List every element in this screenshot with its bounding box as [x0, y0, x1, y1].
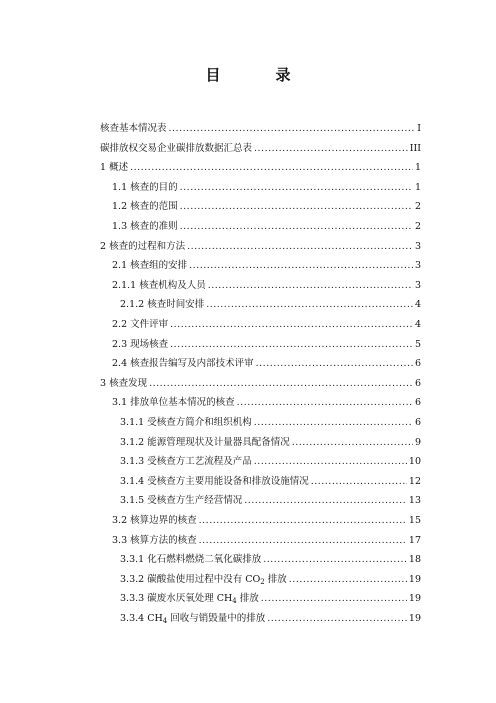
toc-entry-label: 3.1 排放单位基本情况的核查 — [112, 397, 235, 409]
toc-dot-leader — [261, 592, 407, 606]
toc-entry-page: 15 — [408, 515, 421, 526]
toc-dot-leader — [149, 377, 413, 391]
toc-dot-leader — [267, 612, 407, 626]
toc-entry-page: 12 — [408, 475, 421, 487]
toc-entry-label: 3.3.3 碳废水厌氧处理 $CH_4$ 排放 — [120, 593, 259, 606]
toc-entry-label: 2.2 文件评审 — [112, 319, 169, 330]
toc-entry-label: 3.3 核算方法的核查 — [112, 534, 197, 546]
toc-entry-label: 3.1.3 受核查方工艺流程及产品 — [120, 456, 252, 468]
toc-entry[interactable] — [112, 220, 421, 234]
toc-entry[interactable] — [120, 298, 421, 312]
toc-dot-leader — [206, 298, 413, 312]
toc-entry[interactable] — [100, 240, 421, 254]
toc-entry-label: 1 概述 — [100, 162, 129, 174]
toc-dot-leader — [244, 494, 407, 508]
toc-entry-label: 2.4 核查报告编写及内部技术评审 — [112, 358, 254, 370]
toc-entry-label: 3.2 核算边界的核查 — [112, 515, 197, 526]
toc-entry[interactable] — [112, 181, 421, 195]
toc-dot-leader — [254, 142, 408, 156]
toc-entry-page: 4 — [414, 299, 421, 311]
toc-entry-page: 19 — [408, 613, 421, 624]
toc-entry-label: 核查基本情况表 — [100, 123, 167, 134]
toc-entry-label: 3.1.2 能源管理现状及计量器具配备情况 — [120, 436, 290, 448]
page-title: 目 录 — [205, 66, 311, 84]
toc-dot-leader — [208, 279, 413, 293]
toc-entry[interactable] — [120, 436, 421, 450]
toc-entry-page: 6 — [414, 417, 421, 428]
toc-dot-leader — [256, 357, 413, 371]
toc-entry[interactable] — [112, 279, 421, 293]
toc-entry[interactable] — [100, 142, 421, 156]
toc-entry-label: 2 核查的过程和方法 — [100, 240, 186, 252]
toc-entry[interactable] — [120, 475, 421, 489]
toc-dot-leader — [169, 122, 416, 136]
toc-entry-page: 4 — [414, 319, 421, 330]
toc-dot-leader — [170, 338, 413, 352]
toc-dot-leader — [170, 318, 413, 332]
toc-entry[interactable] — [112, 338, 421, 352]
toc-dot-leader — [237, 396, 413, 410]
toc-dot-leader — [130, 161, 413, 175]
toc-entry[interactable] — [100, 122, 421, 136]
toc-entry-page: 5 — [414, 338, 421, 350]
toc-entry[interactable] — [120, 573, 421, 587]
toc-entry-page: 2 — [414, 221, 421, 232]
toc-entry-page: 2 — [414, 201, 421, 213]
toc-entry[interactable] — [100, 377, 421, 391]
toc-dot-leader — [187, 240, 413, 254]
toc-entry[interactable] — [112, 514, 421, 528]
toc-dot-leader — [254, 455, 407, 469]
toc-entry[interactable] — [120, 416, 421, 430]
toc-entry-page: 3 — [414, 240, 421, 252]
toc-entry-label: 3 核查发现 — [100, 377, 148, 389]
toc-entry-page: 19 — [408, 593, 421, 605]
toc-entry-label: 3.3.2 碳酸盐使用过程中没有 $CO_2$ 排放 — [120, 573, 287, 586]
toc-entry-page: 6 — [414, 358, 421, 370]
toc-entry[interactable] — [120, 592, 421, 606]
toc-entry-label: 2.1.2 核查时间安排 — [120, 299, 205, 311]
toc-entry[interactable] — [120, 612, 421, 626]
toc-entry-label: 3.3.1 化石燃料燃烧二氧化碳排放 — [120, 554, 262, 566]
toc-dot-leader — [180, 220, 413, 234]
toc-entry-page: I — [417, 123, 421, 134]
toc-entry-page: 13 — [408, 495, 421, 507]
toc-entry[interactable] — [112, 200, 421, 214]
toc-entry-label: 3.1.1 受核查方简介和组织机构 — [120, 417, 252, 428]
toc-entry-page: 3 — [414, 279, 421, 291]
toc-entry-page: 18 — [408, 554, 421, 566]
toc-dot-leader — [292, 436, 413, 450]
toc-entry-page: 1 — [414, 162, 421, 174]
toc-entry[interactable] — [112, 534, 421, 548]
toc-entry-label: 1.1 核查的目的 — [112, 181, 178, 193]
toc-entry-label: 碳排放权交易企业碳排放数据汇总表 — [100, 142, 253, 154]
toc-dot-leader — [199, 514, 407, 528]
toc-entry-label: 2.1.1 核查机构及人员 — [112, 279, 206, 291]
toc-entry[interactable] — [112, 318, 421, 332]
toc-entry-page: III — [409, 142, 421, 154]
toc-entry[interactable] — [120, 455, 421, 469]
toc-entry-label: 3.1.4 受核查方主要用能设备和排放设施情况 — [120, 475, 309, 487]
toc-dot-leader — [180, 181, 413, 195]
toc-entry[interactable] — [112, 259, 421, 273]
toc-entry[interactable] — [112, 357, 421, 371]
toc-entry-page: 17 — [408, 534, 421, 546]
toc-entry-page: 1 — [414, 181, 421, 193]
toc-entry-page: 6 — [414, 397, 421, 409]
toc-dot-leader — [289, 573, 407, 587]
toc-entry-label: 3.1.5 受核查方生产经营情况 — [120, 495, 243, 507]
toc-entry-label: 2.3 现场核查 — [112, 338, 169, 350]
toc-entry-label: 1.2 核查的范围 — [112, 201, 178, 213]
toc-entry[interactable] — [120, 494, 421, 508]
toc-entry-page: 19 — [408, 573, 421, 585]
toc-entry[interactable] — [100, 161, 421, 175]
toc-dot-leader — [263, 553, 407, 567]
toc-entry[interactable] — [120, 553, 421, 567]
toc-dot-leader — [180, 200, 413, 214]
toc-entry-page: 3 — [414, 260, 421, 272]
toc-entry-page: 6 — [414, 377, 421, 389]
toc-entry-label: 1.3 核查的准则 — [112, 221, 178, 232]
toc-dot-leader — [189, 259, 413, 273]
toc-entry-label: 3.3.4 $CH_4$ 回收与销毁量中的排放 — [120, 613, 266, 625]
toc-dot-leader — [254, 416, 413, 430]
toc-entry[interactable] — [112, 396, 421, 410]
toc-dot-leader — [199, 534, 407, 548]
toc-entry-label: 2.1 核查组的安排 — [112, 260, 188, 272]
toc-entry-page: 10 — [408, 456, 421, 468]
toc-entry-page: 9 — [414, 436, 421, 448]
toc-dot-leader — [311, 475, 407, 489]
